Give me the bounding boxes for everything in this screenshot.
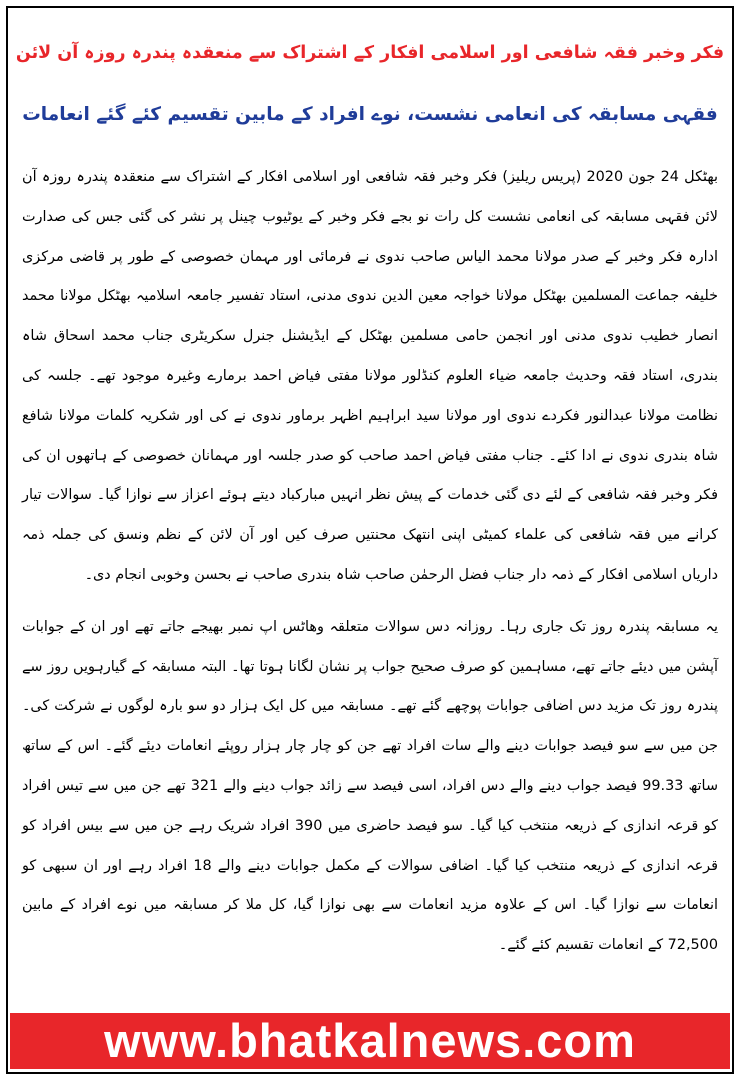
- website-banner: www.bhatkalnews.com: [10, 1013, 730, 1069]
- article-paragraph-1: بھٹکل 24 جون 2020 (پریس ریلیز) فکر وخبر فقہ شافعی اور اسلامی افکار کے اشتراک سے منعقدہ پندرہ روزہ آن لائن فقہی مسابقہ کی انعامی نشست کل رات نو بجے فکر وخبر کے یوٹیوب چینل پر نشر کی گئی جس کی صدارت ادارہ فکر وخبر کے صدر مولانا محمد الیاس صاحب ندوی نے فرمائی اور مہمان خصوصی کے طور پر قاضی مرکزی خلیفہ جماعت المسلمین بھٹکل مولانا خواجہ معین الدین ندوی مدنی، استاد تفسیر جامعہ اسلامیہ بھٹکل مولانا محمد انصار خطیب ندوی مدنی اور انجمن حامی مسلمین بھٹکل کے ایڈیشنل جنرل سکریٹری جناب محمد اسحاق شاہ بندری، استاد فقہ وحدیث جامعہ ضیاء العلوم کنڈلور مولانا مفتی فیاض احمد برمارے وغیرہ موجود تھے۔ جلسہ کی نظامت مولانا عبدالنور فکردے ندوی اور مولانا سید ابراہیم اظہر برماور ندوی نے کی اور شکریہ کلمات مولانا شافع شاہ بندری ندوی نے ادا کئے۔ جناب مفتی فیاض احمد صاحب کو صدر جلسہ اور مہمانان خصوصی کے ہاتھوں ان کی فکر وخبر فقہ شافعی کے لئے دی گئی خدمات کے پیش نظر انہیں مبارکباد دیتے ہوئے اعزاز سے نوازا گیا۔ سوالات تیار کرانے میں فقہ شافعی کی علماء کمیٹی اپنی انتھک محنتیں صرف کیں اور آن لائن کے نظم ونسق کی جملہ ذمہ داریاں اسلامی افکار کے ذمہ دار جناب فضل الرحمٰن صاحب شاہ بندری صاحب نے بحسن وخوبی انجام دی۔: [22, 169, 718, 583]
- article-body: [22, 158, 718, 978]
- headline-line-1: فکر وخبر فقہ شافعی اور اسلامی افکار کے اشتراک سے منعقدہ پندرہ روزہ آن لائن: [15, 43, 725, 63]
- article-paragraph-2: یہ مسابقہ پندرہ روز تک جاری رہا۔ روزانہ دس سوالات متعلقہ وھاٹس اپ نمبر بھیجے جاتے تھے اور ان کے جوابات آپشن میں دیئے جاتے تھے، مساہمین کو صرف صحیح جواب پر نشان لگانا ہوتا تھا۔ البتہ مسابقہ کے گیارہویں روز سے پندرہ روز تک مزید دس اضافی جوابات پوچھے گئے تھے۔ مسابقہ میں کل ایک ہزار دو سو بارہ لوگوں نے شرکت کی۔ جن میں سے سو فیصد جوابات دینے والے سات افراد تھے جن کو چار چار ہزار روپئے انعامات دیئے گئے۔ اس کے ساتھ ساتھ 99.33 فیصد جواب دینے والے دس افراد، اسی فیصد سے زائد جواب دینے والے 321 تھے جن میں سے تیس افراد کو قرعہ اندازی کے ذریعہ منتخب کیا گیا۔ سو فیصد حاضری میں 390 افراد شریک رہے جن میں سے بیس افراد کو قرعہ اندازی کے ذریعہ منتخب کیا گیا۔ اضافی سوالات کے مکمل جوابات دینے والے 18 افراد رہے اور ان سبھی کو انعامات سے نوازا گیا۔ اس کے علاوہ مزید انعامات سے بھی نوازا گیا، کل ملا کر مسابقہ میں نوے افراد کے مابین 72,500 کے انعامات تقسیم کئے گئے۔: [22, 618, 719, 954]
- headline-line-2: فقہی مسابقہ کی انعامی نشست، نوے افراد کے مابین تقسیم کئے گئے انعامات: [22, 104, 718, 125]
